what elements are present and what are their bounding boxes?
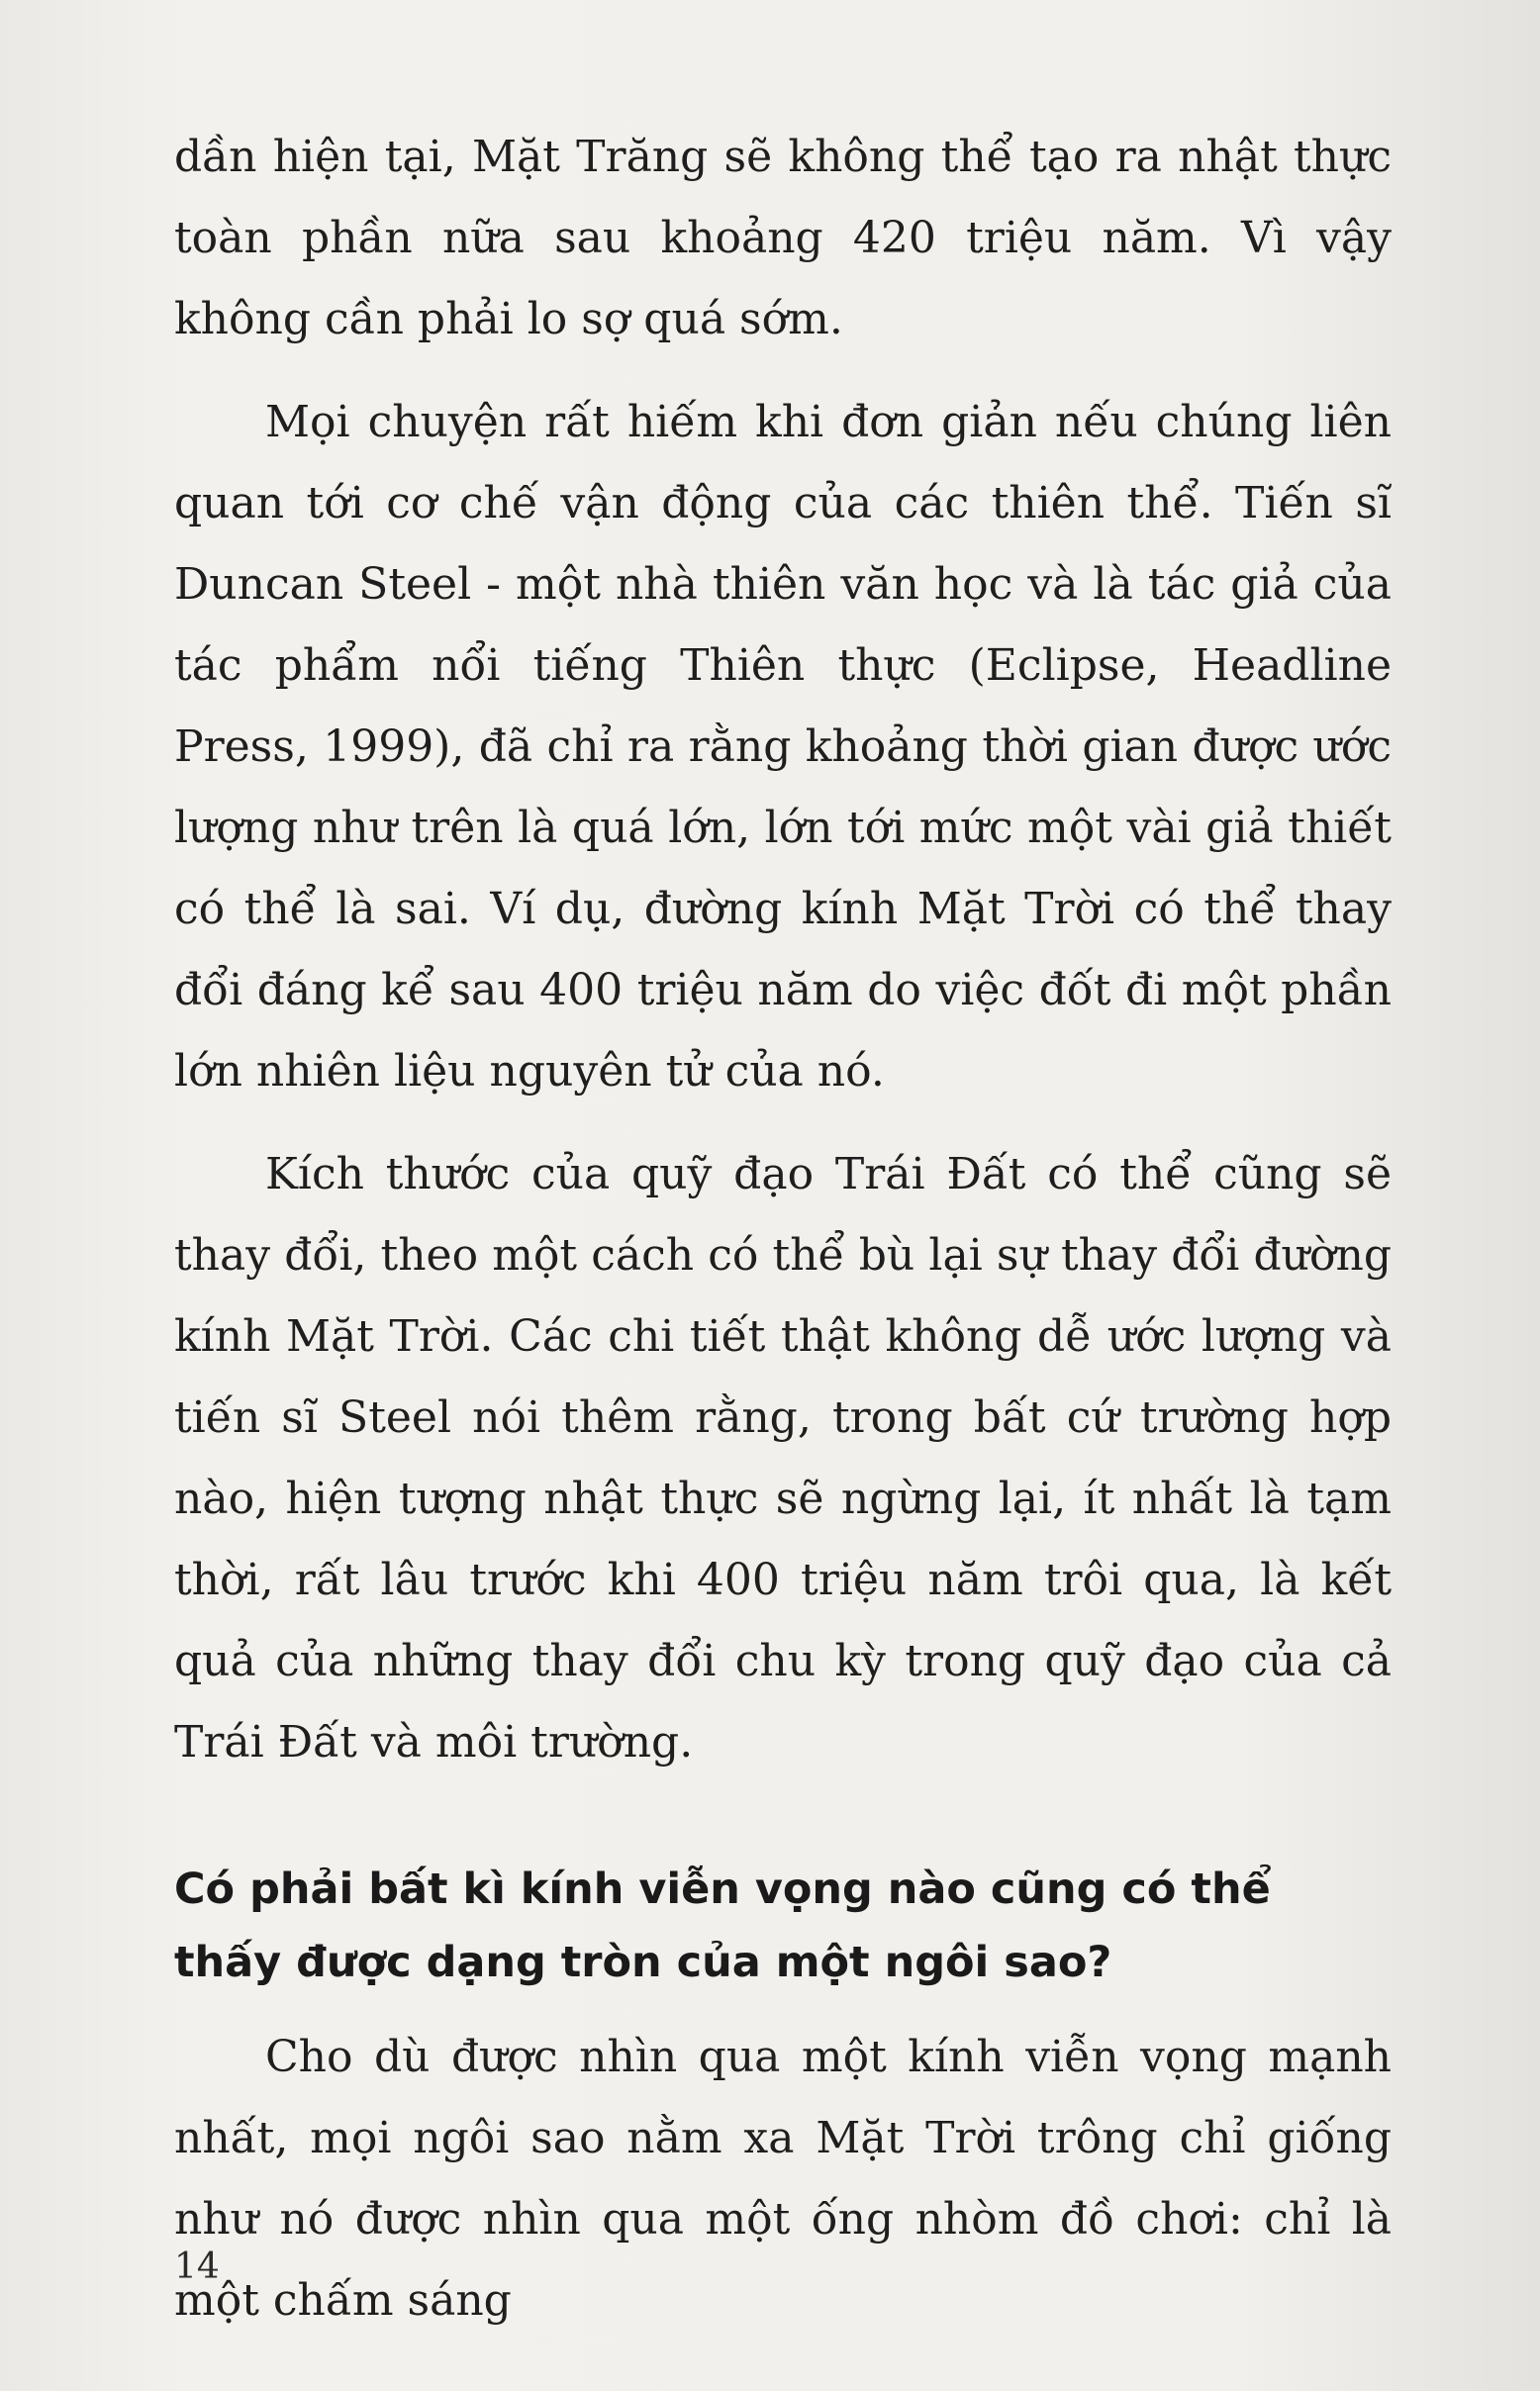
paragraph-gap <box>174 360 1392 382</box>
paragraph-duncan-steel: Mọi chuyện rất hiếm khi đơn giản nếu chúng liên quan tới cơ chế vận động của các thiên thể. Tiến sĩ Duncan Steel - một nhà thiên văn học và là tác giả của tác phẩm nổi tiếng Thiên thực (Eclipse, Headline Press, 1999), đã chỉ ra rằng khoảng thời gian được ước lượng như trên là quá lớn, lớn tới mức một vài giả thiết có thể là sai. Ví dụ, đường kính Mặt Trời có thể thay đổi đáng kể sau 400 triệu năm do việc đốt đi một phần lớn nhiên liệu nguyên tử của nó. <box>174 397 1392 1097</box>
paragraph-telescope: Cho dù được nhìn qua một kính viễn vọng mạnh nhất, mọi ngôi sao nằm xa Mặt Trời trông chỉ giống như nó được nhìn qua một ống nhòm đồ chơi: chỉ là một chấm sáng <box>174 2032 1392 2326</box>
paragraph-earth-orbit: Kích thước của quỹ đạo Trái Đất có thể cũng sẽ thay đổi, theo một cách có thể bù lại sự thay đổi đường kính Mặt Trời. Các chi tiết thật không dễ ước lượng và tiến sĩ Steel nói thêm rằng, trong bất cứ trường hợp nào, hiện tượng nhật thực sẽ ngừng lại, ít nhất là tạm thời, rất lâu trước khi 400 triệu năm trôi qua, là kết quả của những thay đổi chu kỳ trong quỹ đạo của cả Trái Đất và môi trường. <box>174 1149 1392 1768</box>
section-heading: Có phải bất kì kính viễn vọng nào cũng có thể thấy được dạng tròn của một ngôi sao? <box>174 1865 1271 1987</box>
page-content <box>174 117 1392 2342</box>
paragraph-continued: dần hiện tại, Mặt Trăng sẽ không thể tạo ra nhật thực toàn phần nữa sau khoảng 420 triệu năm. Vì vậy không cần phải lo sợ quá sớm. <box>174 132 1392 344</box>
page-number: 14 <box>174 2247 220 2287</box>
paragraph-gap <box>174 1112 1392 1134</box>
